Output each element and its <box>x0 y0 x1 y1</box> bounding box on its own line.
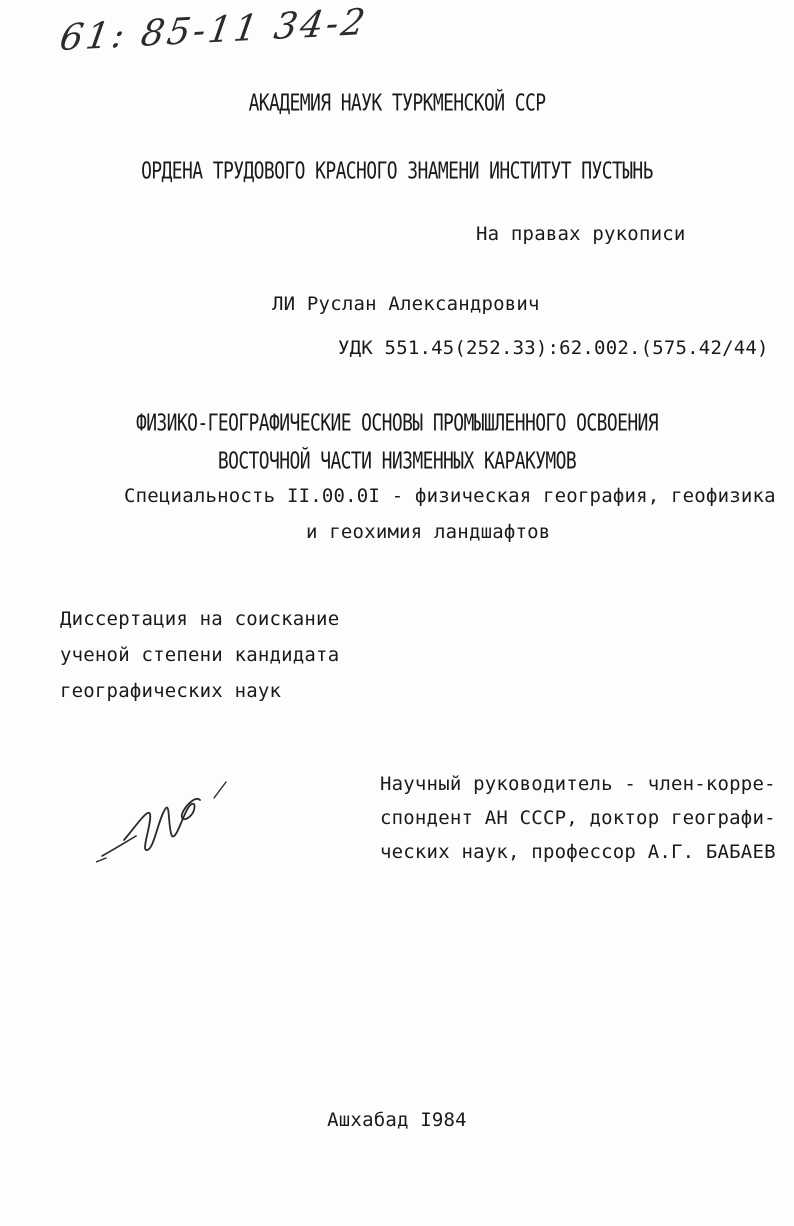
specialty-line-2: и геохимия ландшафтов <box>306 521 551 543</box>
city-and-year: Ашхабад I984 <box>327 1109 467 1131</box>
institute-heading: ОРДЕНА ТРУДОВОГО КРАСНОГО ЗНАМЕНИ ИНСТИТУТ ПУСТЫНЬ <box>141 157 653 185</box>
supervisor-line-1: Научный руководитель - член-корре- <box>380 773 776 795</box>
supervisor-line-2: спондент АН СССР, доктор географи- <box>380 807 776 829</box>
dissertation-purpose-line-2: ученой степени кандидата <box>60 644 340 666</box>
dissertation-title-line-1: ФИЗИКО-ГЕОГРАФИЧЕСКИЕ ОСНОВЫ ПРОМЫШЛЕННОГО ОСВОЕНИЯ <box>135 409 659 437</box>
udc-code: УДК 551.45(252.33):62.002.(575.42/44) <box>338 337 769 359</box>
dissertation-title-line-2: ВОСТОЧНОЙ ЧАСТИ НИЗМЕННЫХ КАРАКУМОВ <box>217 447 577 475</box>
supervisor-line-3: ческих наук, профессор А.Г. БАБАЕВ <box>380 841 776 863</box>
dissertation-purpose-line-3: географических наук <box>60 680 282 702</box>
handwritten-signature <box>96 778 236 868</box>
specialty-line-1: Специальность II.00.0I - физическая география, геофизика <box>124 485 776 507</box>
dissertation-purpose-line-1: Диссертация на соискание <box>60 608 340 630</box>
manuscript-rights-note: На правах рукописи <box>476 223 686 245</box>
academy-heading: АКАДЕМИЯ НАУК ТУРКМЕНСКОЙ ССР <box>248 89 546 117</box>
author-name: ЛИ Руслан Александрович <box>272 293 540 315</box>
handwritten-archive-number: 61: 85-11 34-2 <box>56 1 371 60</box>
